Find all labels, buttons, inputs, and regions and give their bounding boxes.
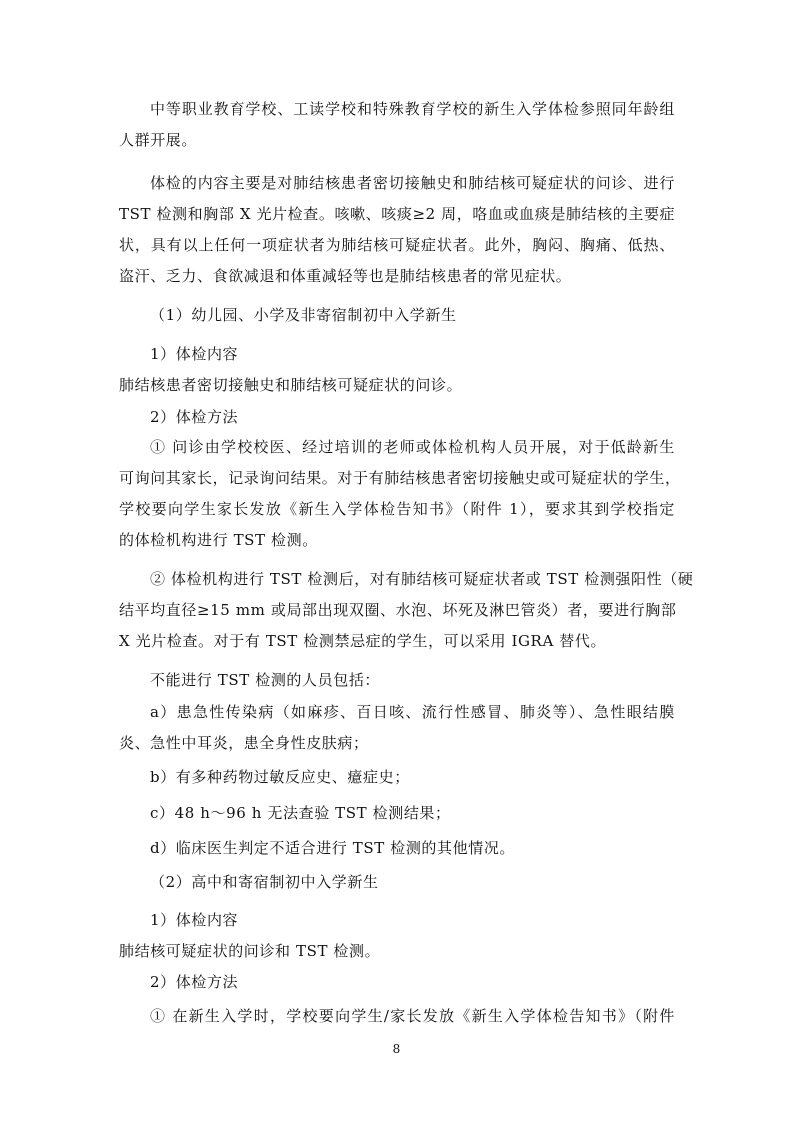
paragraph-line: 可询问其家长，记录询问结果。对于有肺结核患者密切接触史或可疑症状的学生， (119, 469, 681, 487)
section-heading: （1）幼儿园、小学及非寄宿制初中入学新生 (150, 306, 457, 324)
paragraph-line: 中等职业教育学校、工读学校和特殊教育学校的新生入学体检参照同年龄组 (150, 100, 675, 118)
paragraph-line: 肺结核可疑症状的问诊和 TST 检测。 (119, 942, 381, 960)
subheading: 2）体检方法 (150, 973, 239, 991)
list-item: b）有多种药物过敏反应史、癔症史； (150, 768, 410, 786)
paragraph-line: 结平均直径≥15 mm 或局部出现双圈、水泡、坏死及淋巴管炎）者，要进行胸部 (119, 601, 677, 619)
list-item: a）患急性传染病（如麻疹、百日咳、流行性感冒、肺炎等）、急性眼结膜 (150, 703, 675, 721)
paragraph-line: 不能进行 TST 检测的人员包括： (150, 671, 381, 689)
section-heading: （2）高中和寄宿制初中入学新生 (150, 873, 379, 891)
paragraph-line: X 光片检查。对于有 TST 检测禁忌症的学生，可以采用 IGRA 替代。 (119, 632, 607, 650)
paragraph-line: TST 检测和胸部 X 光片检查。咳嗽、咳痰≥2 周，咯血或血痰是肺结核的主要症 (119, 205, 676, 223)
paragraph-line: 体检的内容主要是对肺结核患者密切接触史和肺结核可疑症状的问诊、进行 (150, 174, 675, 192)
paragraph-line: 状，具有以上任何一项症状者为肺结核可疑症状者。此外，胸闷、胸痛、低热、 (119, 236, 675, 254)
paragraph-line: 的体检机构进行 TST 检测。 (119, 531, 318, 549)
paragraph-line: 肺结核患者密切接触史和肺结核可疑症状的问诊。 (119, 376, 463, 394)
paragraph-line: ① 问诊由学校校医、经过培训的老师或体检机构人员开展，对于低龄新生 (150, 438, 675, 456)
list-item: c）48 h～96 h 无法查验 TST 检测结果； (150, 804, 451, 822)
paragraph-line: 人群开展。 (119, 131, 198, 149)
paragraph-line: 盗汗、乏力、食欲减退和体重减轻等也是肺结核患者的常见症状。 (119, 267, 572, 285)
page-number: 8 (392, 1042, 401, 1056)
list-item: d）临床医生判定不适合进行 TST 检测的其他情况。 (150, 839, 516, 857)
subheading: 1）体检内容 (150, 911, 239, 929)
subheading: 2）体检方法 (150, 408, 239, 426)
paragraph-line: ② 体检机构进行 TST 检测后，对有肺结核可疑症状者或 TST 检测强阳性（硬 (150, 570, 694, 588)
paragraph-line: ① 在新生入学时，学校要向学生/家长发放《新生入学体检告知书》（附件 (150, 1007, 675, 1025)
list-item-continuation: 炎、急性中耳炎，患全身性皮肤病； (119, 734, 369, 752)
paragraph-line: 学校要向学生家长发放《新生入学体检告知书》（附件 1），要求其到学校指定 (119, 500, 675, 518)
subheading: 1）体检内容 (150, 345, 239, 363)
